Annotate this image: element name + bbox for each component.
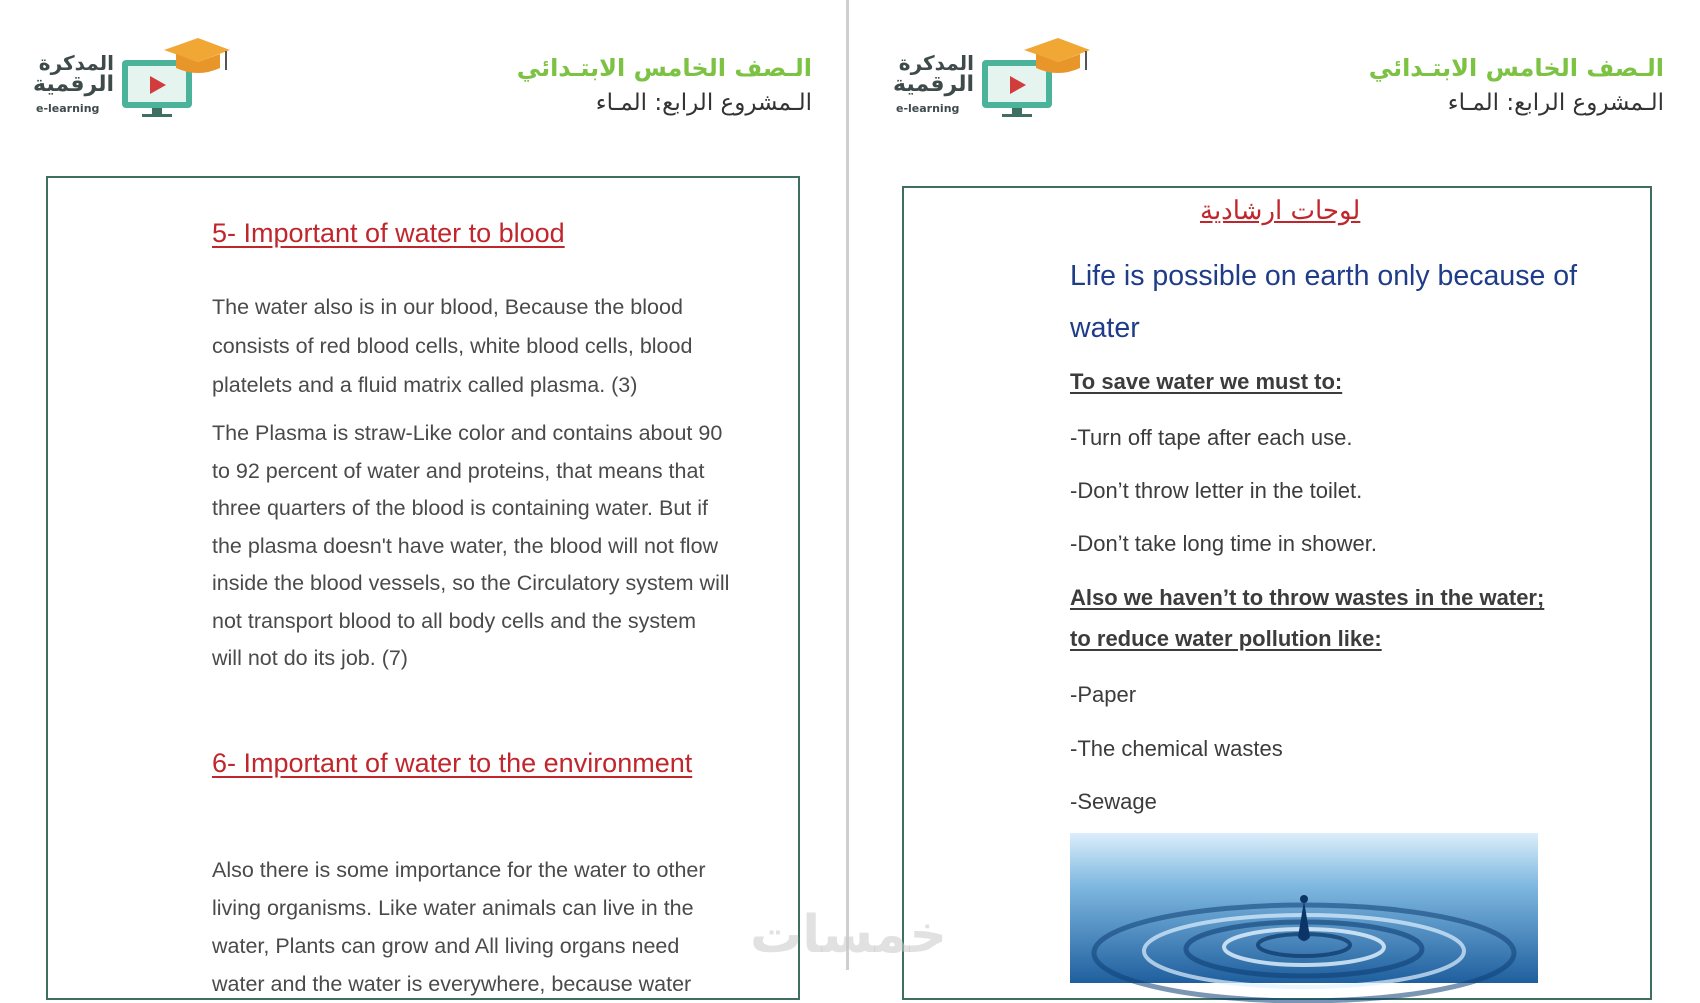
grade-title: الـصف الخامس الابتـدائي — [1368, 54, 1664, 82]
logo-line1: المدكرة — [38, 51, 114, 75]
elearning-logo — [33, 38, 236, 128]
save-tip-item: -Don’t throw letter in the toilet. — [1070, 478, 1363, 503]
waste-item: -The chemical wastes — [1070, 736, 1283, 761]
title-line: Life is possible on earth only because of — [1070, 260, 1577, 292]
document-page-right — [850, 0, 1700, 970]
section-heading-6: 6- Important of water to the environment — [212, 748, 693, 778]
text-line: to 92 percent of water and proteins, that means that — [212, 458, 705, 483]
project-subtitle: الـمشروع الرابع: المـاء — [1447, 90, 1664, 116]
text-line: Also there is some importance for the water to other — [212, 858, 706, 882]
save-tip-item: -Don’t take long time in shower. — [1070, 531, 1377, 556]
content-frame — [46, 176, 800, 1000]
section-heading-5: 5- Important of water to blood — [212, 218, 565, 248]
text-line: the plasma doesn't have water, the blood will not flow — [212, 533, 719, 558]
paragraph-plasma — [212, 415, 802, 678]
text-line: water and the water is everywhere, because water — [212, 972, 692, 996]
logo-text — [33, 51, 114, 97]
text-line: living organisms. Like water animals can live in the — [212, 896, 694, 920]
logo-text — [893, 51, 974, 97]
text-line: not transport blood to all body cells and the system — [212, 608, 697, 633]
monitor-graduation-cap-icon — [980, 38, 1090, 118]
save-tip-item: -Turn off tape after each use. — [1070, 425, 1353, 450]
logo-line1: المدكرة — [898, 51, 974, 75]
project-subtitle: الـمشروع الرابع: المـاء — [595, 90, 812, 116]
document-page-left — [0, 0, 846, 996]
paragraph-blood — [212, 288, 802, 405]
grade-title: الـصف الخامس الابتـدائي — [516, 54, 812, 82]
text-line: water, Plants can grow and All living organs need — [212, 934, 680, 958]
site-watermark: خمسات — [750, 905, 948, 965]
save-water-heading: To save water we must to: — [1070, 369, 1343, 394]
text-line: will not do its job. (7) — [212, 646, 408, 670]
life-water-title — [1070, 250, 1660, 354]
guidance-boards-heading: لوحات ارشادية — [1200, 196, 1361, 226]
text-line: three quarters of the blood is containing water. But if — [212, 496, 708, 520]
paragraph-environment — [212, 851, 802, 1003]
water-drop-photo — [1070, 833, 1538, 983]
waste-item: -Paper — [1070, 682, 1137, 707]
logo-subtext: e-learning — [896, 102, 960, 115]
text-line: The Plasma is straw-Like color and contains about 90 — [212, 421, 723, 445]
title-line: water — [1070, 312, 1140, 344]
monitor-graduation-cap-icon — [120, 38, 230, 118]
text-line: platelets and a fluid matrix called plasma. (3) — [212, 373, 638, 397]
waste-item: -Sewage — [1070, 789, 1157, 814]
wastes-heading: to reduce water pollution like: — [1070, 626, 1382, 651]
page-divider — [846, 0, 849, 970]
wastes-heading: Also we haven’t to throw wastes in the water; — [1070, 585, 1545, 610]
elearning-logo — [893, 38, 1096, 128]
logo-line2: الرقمية — [893, 72, 974, 97]
text-line: The water also is in our blood, Because the blood — [212, 295, 683, 319]
logo-subtext: e-learning — [36, 102, 100, 115]
text-line: inside the blood vessels, so the Circulatory system will — [212, 571, 730, 595]
text-line: consists of red blood cells, white blood cells, blood — [212, 334, 693, 358]
logo-line2: الرقمية — [33, 72, 114, 97]
